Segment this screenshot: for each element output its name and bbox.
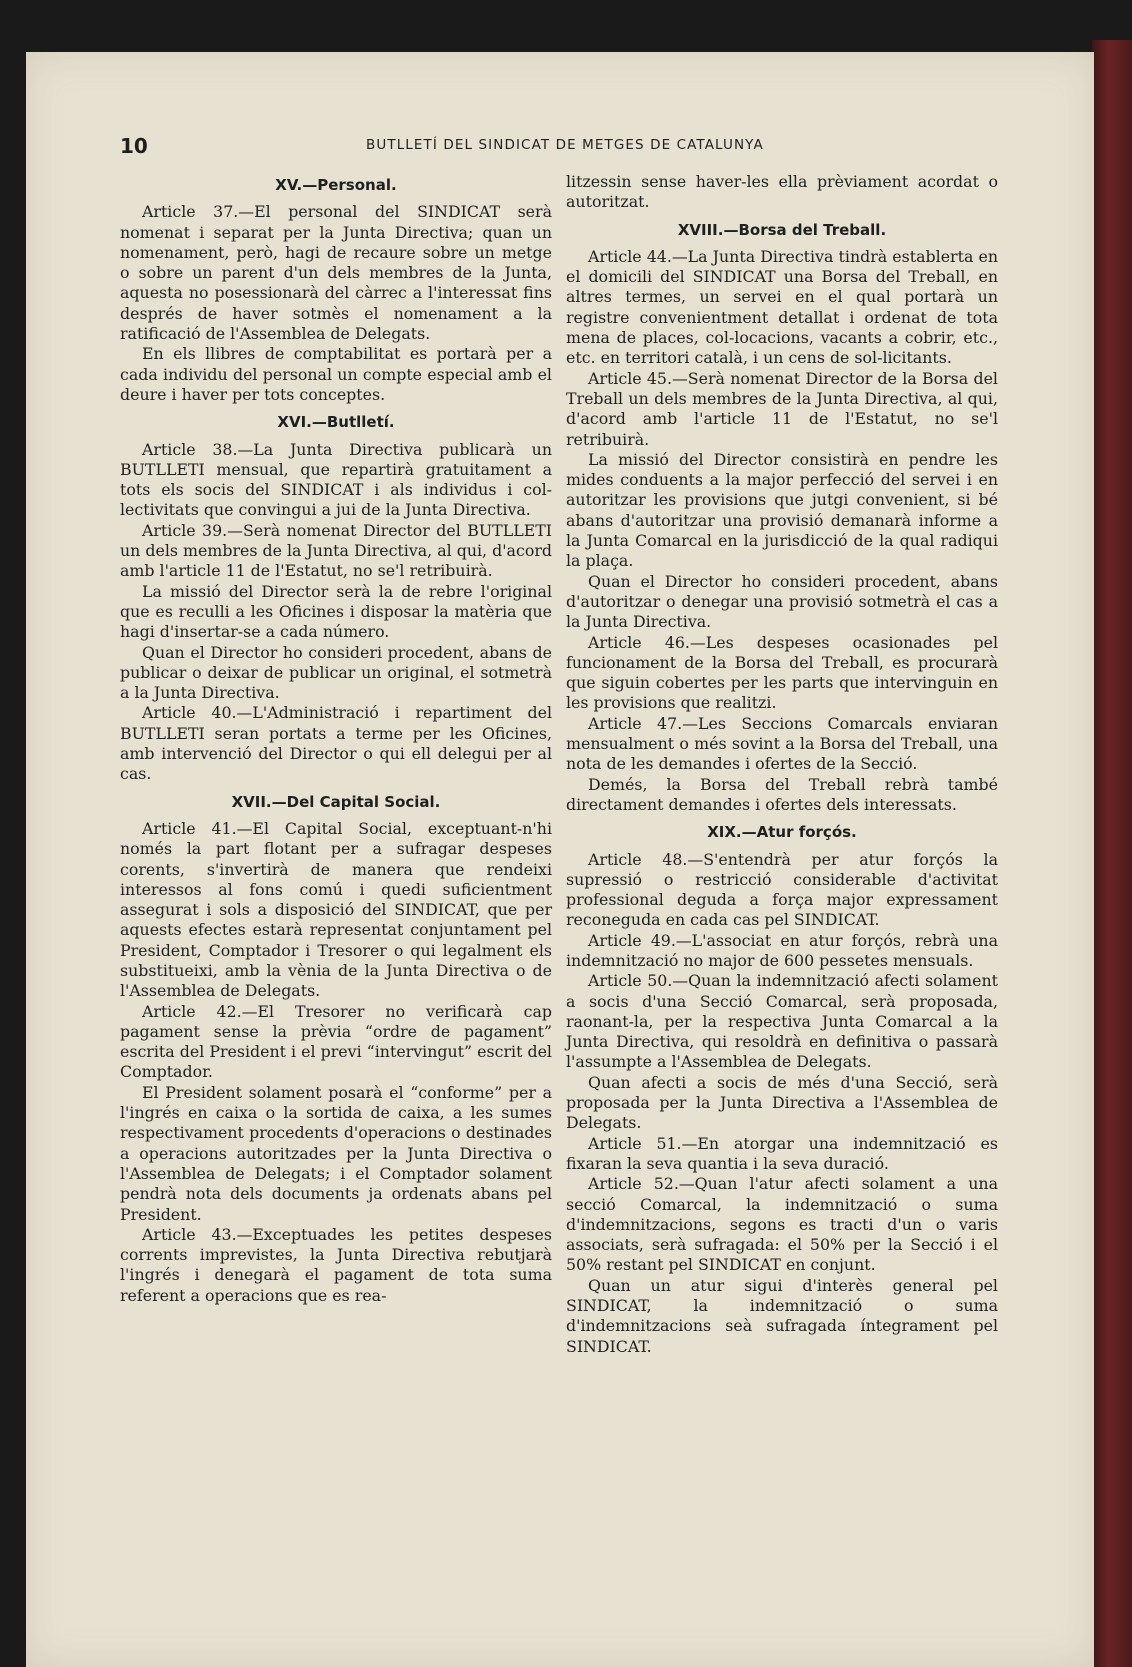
paragraph: Quan afecti a socis de més d'una Secció, serà proposada per la Junta Directiva a l'Assemblea de Delegats. xyxy=(566,1072,998,1133)
paragraph: Article 37.—El personal del SINDICAT serà nomenat i separat per la Junta Directiva; quan un nomenament, però, hagi de recaure sobre un metge o sobre un parent d'un dels membres de la Junta, aquesta no posessionarà del càrrec a l'interessat fins després de haver sotmès el nomenament a la ratificació de l'Assemblea de Delegats. xyxy=(120,202,552,344)
paragraph: Demés, la Borsa del Treball rebrà també directament demandes i ofertes dels interessats. xyxy=(566,774,998,814)
adjacent-page-edge xyxy=(1092,40,1132,1667)
section-heading: XIX.—Atur forçós. xyxy=(707,823,857,842)
paragraph: Article 39.—Serà nomenat Director del BUTLLETI un dels membres de la Junta Directiva, al qui, d'acord amb l'article 11 de l'Estatut, no se'l retribuirà. xyxy=(120,520,552,581)
paragraph: En els llibres de comptabilitat es portarà per a cada individu del personal un compte especial amb el deure i haver per tots conceptes. xyxy=(120,344,552,404)
paragraph: Article 46.—Les despeses ocasionades pel funcionament de la Borsa del Treball, es procurarà que siguin cobertes per les parts que intervinguin en les provisions que realitzi. xyxy=(566,632,998,713)
paragraph: El President solament posarà el “conforme” per a l'ingrés en caixa o la sortida de caixa, a les sumes respectivament procedents d'operacions o destinades a operacions autoritzades per la Junta Directiva o l'Assemblea de Delegats; i el Comptador solament pendrà nota dels documents ja ordenats abans pel President. xyxy=(120,1082,552,1224)
paragraph: Article 52.—Quan l'atur afecti solament a una secció Comarcal, la indemnització o suma d'indemnitzacions, segons es tracti d'un o varis associats, serà sufragada: el 50% per la Secció i el 50% restant pel SINDICAT en conjunt. xyxy=(566,1174,998,1275)
section-heading: XVIII.—Borsa del Treball. xyxy=(677,220,887,239)
paragraph: Quan el Director ho consideri procedent, abans d'autoritzar o denegar una provisió sotmetrà el cas a la Junta Directiva. xyxy=(566,571,998,632)
paragraph: La missió del Director consistirà en pendre les mides conduents a la major perfecció del servei i en autoritzar les provisions que jutgi convenient, si bé abans d'autoritzar una provisió demanarà informe a la Junta Comarcal en la jurisdicció de la qual radiqui la plaça. xyxy=(566,449,998,571)
paragraph: Article 47.—Les Seccions Comarcals enviaran mensualment o més sovint a la Borsa del Treball, una nota de les demandes i ofertes de la Secció. xyxy=(566,713,998,774)
section-heading: XVII.—Del Capital Social. xyxy=(231,792,441,811)
paragraph: Article 41.—El Capital Social, exceptuant-n'hi només la part flotant per a sufragar despeses corents, s'invertirà de manera que rendeixi interessos al fons comú i quedi suficientment assegurat i sols a disposició del SINDICAT, que per aquests efectes estarà representat conjuntament pel President, Comptador i Tresorer o qui legalment els substitueixi, amb la vènia de la Junta Directiva o de l'Assemblea de Delegats. xyxy=(120,818,552,1001)
paragraph: Article 51.—En atorgar una indemnització es fixaran la seva quantia i la seva duració. xyxy=(566,1133,998,1173)
paragraph: Article 49.—L'associat en atur forçós, rebrà una indemnització no major de 600 pessetes mensuals. xyxy=(566,930,998,970)
paragraph: Article 44.—La Junta Directiva tindrà establerta en el domicili del SINDICAT una Borsa del Treball, en altres termes, un servei en el qual portarà un registre convenientment detallat i ordenat de tota mena de places, col-locacions, vacants a cobrir, etc., etc. en territori català, i un cens de sol-licitants. xyxy=(566,246,998,368)
document-page xyxy=(26,52,1094,1667)
page-header xyxy=(120,134,1054,158)
paragraph: Article 42.—El Tresorer no verificarà cap pagament sense la prèvia “ordre de pagament” escrita del President i el previ “intervingut” escrit del Comptador. xyxy=(120,1001,552,1082)
paragraph: Article 43.—Exceptuades les petites despeses corrents imprevistes, la Junta Directiva rebutjarà l'ingrés i denegarà el pagament de tota suma referent a operacions que es rea- xyxy=(120,1224,552,1305)
section-heading: XV.—Personal. xyxy=(275,176,397,194)
left-column xyxy=(120,172,552,1306)
paragraph: Article 38.—La Junta Directiva publicarà un BUTLLETI mensual, que repartirà gratuitament a tots els socis del SINDICAT i als individus i col-lectivitats que convingui a jui de la Junta Directiva. xyxy=(120,439,552,520)
right-column xyxy=(566,172,998,1357)
section-heading: XVI.—Butlletí. xyxy=(277,413,395,432)
paragraph: Quan el Director ho consideri procedent, abans de publicar o deixar de publicar un original, el sotmetrà a la Junta Directiva. xyxy=(120,642,552,703)
paragraph-continuation: litzessin sense haver-les ella prèviament acordat o autoritzat. xyxy=(566,172,998,212)
paragraph: Quan un atur sigui d'interès general pel SINDICAT, la indemnització o suma d'indemnitzacions seà sufragada íntegrament pel SINDICAT. xyxy=(566,1275,998,1356)
page-number: 10 xyxy=(120,134,148,158)
paragraph: Article 40.—L'Administració i repartiment del BUTLLETI seran portats a terme per les Oficines, amb intervenció del Director o qui ell delegui per al cas. xyxy=(120,703,552,784)
paragraph: Article 50.—Quan la indemnització afecti solament a socis d'una Secció Comarcal, serà proposada, raonant-la, per la respectiva Junta Comarcal a la Junta Directiva, qui resoldrà en definitiva o passarà l'assumpte a l'Assemblea de Delegats. xyxy=(566,971,998,1072)
paragraph: Article 48.—S'entendrà per atur forçós la supressió o restricció considerable d'activitat professional deguda a força major expressament reconeguda en cada cas pel SINDICAT. xyxy=(566,849,998,930)
paragraph: La missió del Director serà la de rebre l'original que es reculli a les Oficines i disposar la matèria que hagi d'insertar-se a cada número. xyxy=(120,581,552,642)
running-title: BUTLLETÍ DEL SINDICAT DE METGES DE CATALUNYA xyxy=(366,137,764,153)
paragraph: Article 45.—Serà nomenat Director de la Borsa del Treball un dels membres de la Junta Directiva, al qui, d'acord amb l'article 11 de l'Estatut, no se'l retribuirà. xyxy=(566,368,998,449)
